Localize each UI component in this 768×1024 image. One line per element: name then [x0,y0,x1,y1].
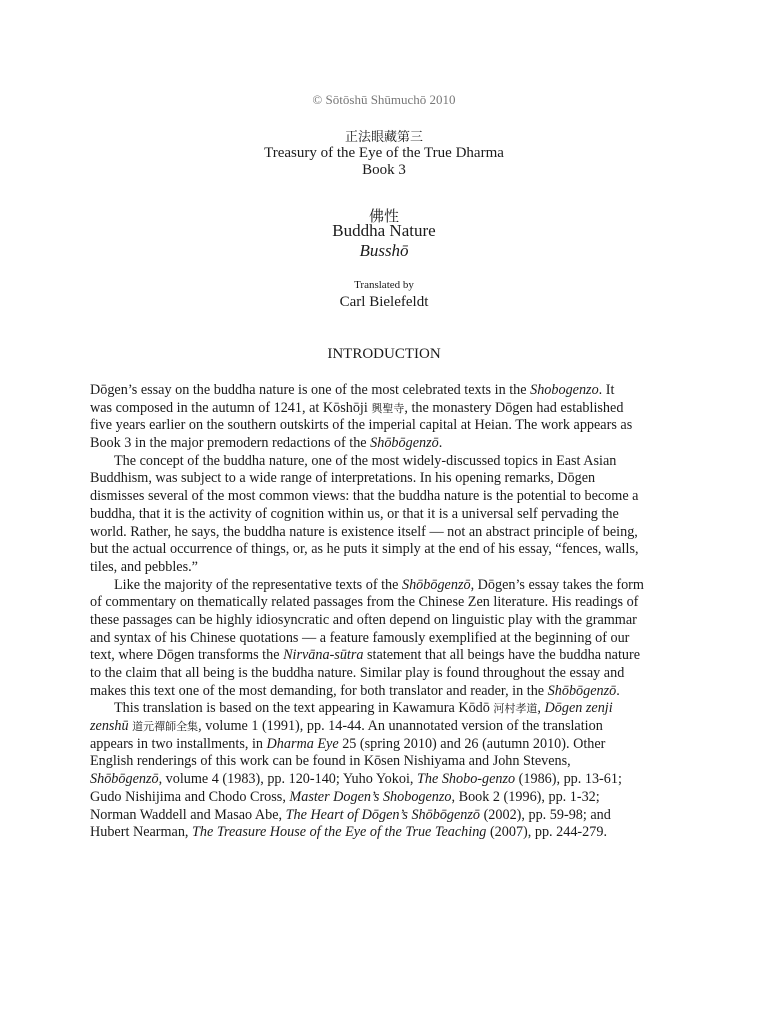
italic-title: Shōbōgenzō [370,435,439,452]
text-run: Like the majority of the representative texts of the [114,576,402,593]
text-run: , the monastery Dōgen had established [404,399,624,416]
cjk-text: 興聖寺 [371,401,405,415]
translated-by-label: Translated by [354,279,414,291]
text-run: Gudo Nishijima and Chodo Cross, [90,788,290,805]
text-run: , volume 4 (1983), pp. 120-140; Yuho Yokoi, [158,771,417,788]
italic-title: Master Dogen’s Shobogenzo [289,788,452,805]
text-run: , Book 2 (1996), pp. 1-32; [451,788,600,805]
introduction-heading: INTRODUCTION [327,346,441,362]
p3-line-5 [90,647,710,665]
p2-line-1: The concept of the buddha nature, one of the most widely-discussed topics in East Asian [114,452,617,469]
text-run: (2002), pp. 59-98; and [480,806,611,823]
italic-title: The Heart of Dōgen’s Shōbōgenzō [285,806,481,823]
p4-line-2 [90,718,710,736]
p2-line-6: but the actual occurrence of things, or, as he puts it simply at the end of his essay, “fences, walls, [90,541,639,558]
text-run: statement that all beings have the buddha nature [363,647,641,664]
text-run: , [537,700,545,717]
italic-title: Shōbōgenzō [547,682,617,699]
italic-title: Shōbōgenzō [90,771,159,788]
p3-line-6: to the claim that all being is the buddha nature. Similar play is found throughout the essay and [90,665,625,681]
p2-line-4: buddha, that it is the activity of cognition within us, or that it is a universal self pervading the [90,505,619,522]
text-run: This translation is based on the text appearing in Kawamura Kōdō [114,700,494,717]
p1-line-4 [90,435,710,453]
copyright-notice: © Sōtōshū Shūmuchō 2010 [312,92,456,107]
chapter-title-japanese: Busshō [359,241,409,260]
italic-title: Dharma Eye [266,735,339,752]
italic-title: zenshū [90,718,129,735]
p3-line-3: these passages can be highly idiosyncratic and often depend on linguistic play with the grammar [90,611,637,628]
p3-line-1 [90,577,710,595]
text-run: Dōgen’s essay on the buddha nature is one of the most celebrated texts in the [90,382,531,398]
text-run: (1986), pp. 13-61; [515,771,622,788]
italic-title: The Treasure House of the Eye of the True Teaching [192,824,487,841]
p1-line-1 [90,382,710,400]
p3-line-2: of commentary on thematically related passages from the Chinese Zen literature. His readings of [90,594,639,611]
italic-title: Dōgen zenji [544,700,613,717]
p4-line-8 [90,824,710,842]
text-run: Norman Waddell and Masao Abe, [90,806,286,823]
p2-line-3: dismisses several of the most common views: that the buddha nature is the potential to become a [90,488,639,505]
p3-line-4: and syntax of his Chinese quotations — a feature famously exemplified at the beginning of our [90,629,630,646]
text-run: . It [598,382,615,398]
p4-line-3 [90,736,710,754]
cjk-chapter-title: 佛性 [368,207,399,225]
p2-line-5: world. Rather, he says, the buddha nature is existence itself — not an abstract principle of being, [90,523,638,540]
p4-line-5 [90,771,710,789]
cjk-text: 河村孝道 [493,702,538,716]
translator-name: Carl Bielefeldt [339,294,429,310]
text-run: , Dōgen’s essay takes the form [470,576,644,593]
p1-line-3: five years earlier on the southern outskirts of the imperial capital at Heian. The work appears as [90,417,633,434]
text-run: , volume 1 (1991), pp. 14-44. An unannotated version of the translation [198,718,603,735]
p3-line-7 [90,683,710,701]
p4-line-4: English renderings of this work can be found in Kōsen Nishiyama and John Stevens, [90,753,571,770]
chapter-title-english: Buddha Nature [332,221,436,240]
italic-title: Shobogenzo [530,382,599,398]
p4-line-6 [90,789,710,807]
cjk-text: 道元禪師全集 [128,720,199,734]
text-run: appears in two installments, in [90,735,267,752]
p1-line-2 [90,400,710,418]
text-run: text, where Dōgen transforms the [90,647,284,664]
document-title: Treasury of the Eye of the True Dharma [264,145,504,161]
text-run: Hubert Nearman, [90,824,193,841]
italic-title: Nirvāna-sūtra [283,647,364,664]
text-run: makes this text one of the most demanding, for both translator and reader, in the [90,682,548,699]
p4-line-1 [90,700,710,718]
italic-title: The Shobo-genzo [416,771,516,788]
introduction-body [90,382,710,842]
p2-line-7: tiles, and pebbles.” [90,558,198,575]
book-number: Book 3 [362,162,406,178]
text-run: Book 3 in the major premodern redactions of the [90,435,371,452]
italic-title: Shōbōgenzō [401,576,471,593]
text-run: 25 (spring 2010) and 26 (autumn 2010). Other [338,735,606,752]
p2-line-2: Buddhism, was subject to a wide range of interpretations. In his opening remarks, Dōgen [90,470,596,487]
cjk-title: 正法眼藏第三 [344,130,423,145]
text-run: was composed in the autumn of 1241, at Kōshōji [90,399,372,416]
text-run: . [438,435,443,452]
text-run: (2007), pp. 244-279. [486,824,607,841]
text-run: . [616,682,620,699]
p4-line-7 [90,807,710,825]
